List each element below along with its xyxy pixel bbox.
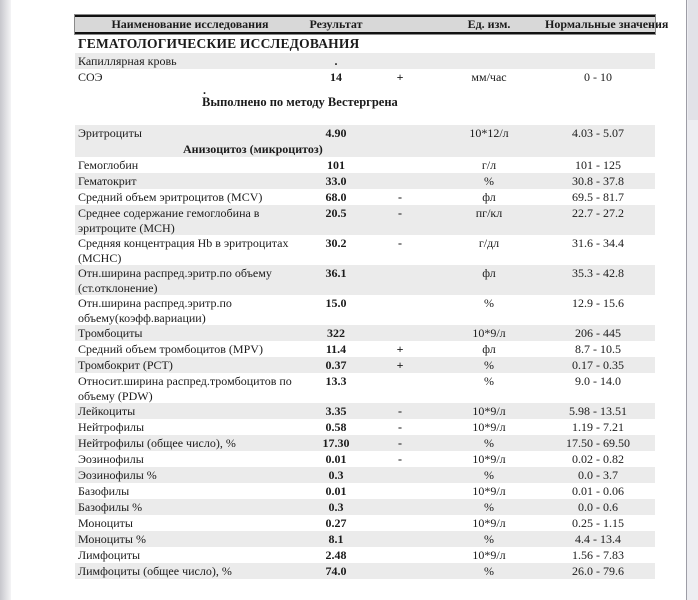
row-range: 26.0 - 79.6	[572, 564, 624, 578]
row-result: 8.1	[328, 532, 344, 546]
table-row	[75, 563, 655, 579]
row-range: 8.7 - 10.5	[575, 342, 621, 356]
row-flag: +	[396, 358, 404, 372]
table-row	[75, 403, 655, 419]
spacer-row	[75, 110, 655, 125]
table-row	[75, 373, 655, 403]
row-name: Тромбоциты	[78, 326, 143, 340]
row-result: 2.48	[325, 548, 347, 562]
row-unit: 10*9/л	[472, 326, 506, 340]
row-range: 4.4 - 13.4	[575, 532, 621, 546]
row-flag: -	[398, 404, 402, 418]
row-range: 35.3 - 42.8	[572, 266, 624, 280]
table-row	[75, 499, 655, 515]
row-unit: фл	[482, 266, 496, 280]
row-flag: -	[398, 452, 402, 466]
page-left-edge	[0, 0, 11, 600]
scrollbar-thumb[interactable]	[688, 0, 698, 120]
row-range: 31.6 - 34.4	[572, 236, 624, 250]
row-range: 0.0 - 3.7	[578, 468, 618, 482]
row-name: СОЭ	[78, 70, 103, 84]
row-name: Эритроциты	[78, 126, 142, 140]
row-unit: 10*9/л	[472, 420, 506, 434]
row-result: 74.0	[325, 564, 347, 578]
row-name: Отн.ширина распред.эритр.по объему (ст.отклонение)	[78, 266, 272, 295]
row-result: 101	[327, 158, 345, 172]
row-unit: фл	[482, 190, 496, 204]
row-unit: %	[484, 358, 494, 372]
table-row	[75, 515, 655, 531]
row-range: 5.98 - 13.51	[569, 404, 627, 418]
row-range: 30.8 - 37.8	[572, 174, 624, 188]
row-result: .	[334, 54, 338, 68]
row-range: 69.5 - 81.7	[572, 190, 624, 204]
row-range: 0.17 - 0.35	[572, 358, 624, 372]
row-range: 0.25 - 1.15	[572, 516, 624, 530]
row-name: Гематокрит	[78, 174, 137, 188]
row-name: Лимфоциты (общее число), %	[78, 564, 232, 578]
row-unit: г/дл	[478, 236, 500, 250]
row-flag: -	[398, 206, 402, 220]
row-name: Средний объем эритроцитов (MCV)	[78, 190, 263, 204]
row-unit: 10*9/л	[472, 452, 506, 466]
table-row	[75, 467, 655, 483]
row-result: 68.0	[325, 190, 347, 204]
table-row	[75, 157, 655, 173]
row-range: 1.56 - 7.83	[572, 548, 624, 562]
row-name: Лимфоциты	[78, 548, 141, 562]
row-result: 0.01	[325, 484, 347, 498]
row-result: 0.3	[328, 468, 344, 482]
row-name: Средняя концентрация Hb в эритроцитах (MCHC)	[78, 236, 289, 265]
table-row	[75, 341, 655, 357]
table-row	[75, 173, 655, 189]
header-result: Результат	[309, 17, 363, 31]
row-range: 12.9 - 15.6	[572, 296, 624, 310]
table-row	[75, 357, 655, 373]
row-flag: +	[396, 342, 404, 356]
row-range: 22.7 - 27.2	[572, 206, 624, 220]
row-unit: %	[484, 468, 494, 482]
row-unit: %	[484, 374, 494, 388]
row-name: Эозинофилы %	[78, 468, 157, 482]
table-row	[75, 205, 655, 235]
table-row	[75, 419, 655, 435]
row-unit: мм/час	[471, 70, 507, 84]
header-name: Наименование исследования	[111, 17, 269, 31]
table-row	[75, 235, 655, 265]
row-name: Эозинофилы	[78, 452, 144, 466]
scrollbar[interactable]	[686, 0, 698, 600]
header-unit: Ед. изм.	[467, 17, 511, 31]
row-range: 206 - 445	[575, 326, 621, 340]
table-row	[75, 189, 655, 205]
row-result: 0.01	[325, 452, 347, 466]
table-header-row	[75, 15, 669, 34]
row-result: 33.0	[325, 174, 347, 188]
row-unit: 10*9/л	[472, 548, 506, 562]
row-unit: 10*12/л	[469, 126, 509, 140]
row-unit: %	[484, 532, 494, 546]
row-unit: %	[484, 174, 494, 188]
row-result: 0.58	[325, 420, 347, 434]
row-result: 3.35	[325, 404, 347, 418]
row-name: Среднее содержание гемоглобина в эритроците (MCH)	[78, 206, 260, 235]
section-title: ГЕМАТОЛОГИЧЕСКИЕ ИССЛЕДОВАНИЯ	[78, 36, 360, 51]
table-row	[75, 53, 655, 69]
table-row	[75, 69, 655, 85]
row-result: 14	[330, 70, 342, 84]
row-unit: %	[484, 564, 494, 578]
row-unit: 10*9/л	[472, 404, 506, 418]
table-row	[75, 125, 655, 141]
row-name: Моноциты	[78, 516, 133, 530]
table-row	[75, 531, 655, 547]
row-unit: 10*9/л	[472, 484, 506, 498]
row-name: Капиллярная кровь	[78, 54, 177, 68]
row-result: 20.5	[325, 206, 347, 220]
row-flag: -	[398, 420, 402, 434]
row-unit: %	[484, 500, 494, 514]
row-unit: %	[484, 436, 494, 450]
row-name: Базофилы	[78, 484, 130, 498]
row-range: 4.03 - 5.07	[572, 126, 624, 140]
row-range: 9.0 - 14.0	[575, 374, 621, 388]
row-result: 322	[327, 326, 345, 340]
row-range: 101 - 125	[575, 158, 621, 172]
results-table-body	[75, 53, 655, 579]
row-result: 30.2	[325, 236, 347, 250]
hematology-report	[75, 15, 669, 579]
row-range: 17.50 - 69.50	[566, 436, 630, 450]
table-row	[75, 435, 655, 451]
row-name: Базофилы %	[78, 500, 143, 514]
table-row	[75, 547, 655, 563]
row-flag: +	[396, 70, 404, 84]
row-name: Нейтрофилы	[78, 420, 145, 434]
table-row	[75, 265, 655, 295]
table-row	[75, 295, 655, 325]
row-result: 17.30	[322, 436, 350, 450]
table-row	[75, 325, 655, 341]
row-result: 0.37	[325, 358, 347, 372]
row-name: Моноциты %	[78, 532, 146, 546]
row-name: Относит.ширина распред.тромбоцитов по объему (PDW)	[78, 374, 292, 403]
row-flag: -	[398, 236, 402, 250]
dot-row: .	[203, 83, 206, 97]
row-name: Лейкоциты	[78, 404, 136, 418]
row-flag: -	[398, 436, 402, 450]
row-result: 4.90	[325, 126, 347, 140]
method-note: Выполнено по методу Вестергрена	[202, 95, 398, 109]
row-name: Отн.ширина распред.эритр.по объему(коэфф.вариации)	[78, 296, 232, 325]
row-range: 0.0 - 0.6	[578, 500, 618, 514]
row-name: Нейтрофилы (общее число), %	[78, 436, 236, 450]
row-unit: г/л	[481, 158, 497, 172]
row-range: 1.19 - 7.21	[572, 420, 624, 434]
row-name: Тромбокрит (PCT)	[78, 358, 173, 372]
row-unit: 10*9/л	[472, 516, 506, 530]
row-result: 0.3	[328, 500, 344, 514]
row-result: 13.3	[325, 374, 347, 388]
row-unit: фл	[482, 342, 496, 356]
header-range: Нормальные значения	[545, 17, 669, 31]
row-result: 15.0	[325, 296, 347, 310]
row-flag: -	[398, 190, 402, 204]
table-row	[75, 483, 655, 499]
row-result: 36.1	[325, 266, 347, 280]
row-unit: пг/кл	[475, 206, 503, 220]
row-result: 11.4	[325, 342, 347, 356]
row-range: 0 - 10	[584, 70, 612, 84]
row-name: Средний объем тромбоцитов (MPV)	[78, 342, 263, 356]
row-unit: %	[484, 296, 494, 310]
comment-row: Анизоцитоз (микроцитоз)	[75, 141, 655, 157]
row-name: Гемоглобин	[78, 158, 139, 172]
row-range: 0.02 - 0.82	[572, 452, 624, 466]
row-result: 0.27	[325, 516, 347, 530]
table-row	[75, 451, 655, 467]
row-range: 0.01 - 0.06	[572, 484, 624, 498]
